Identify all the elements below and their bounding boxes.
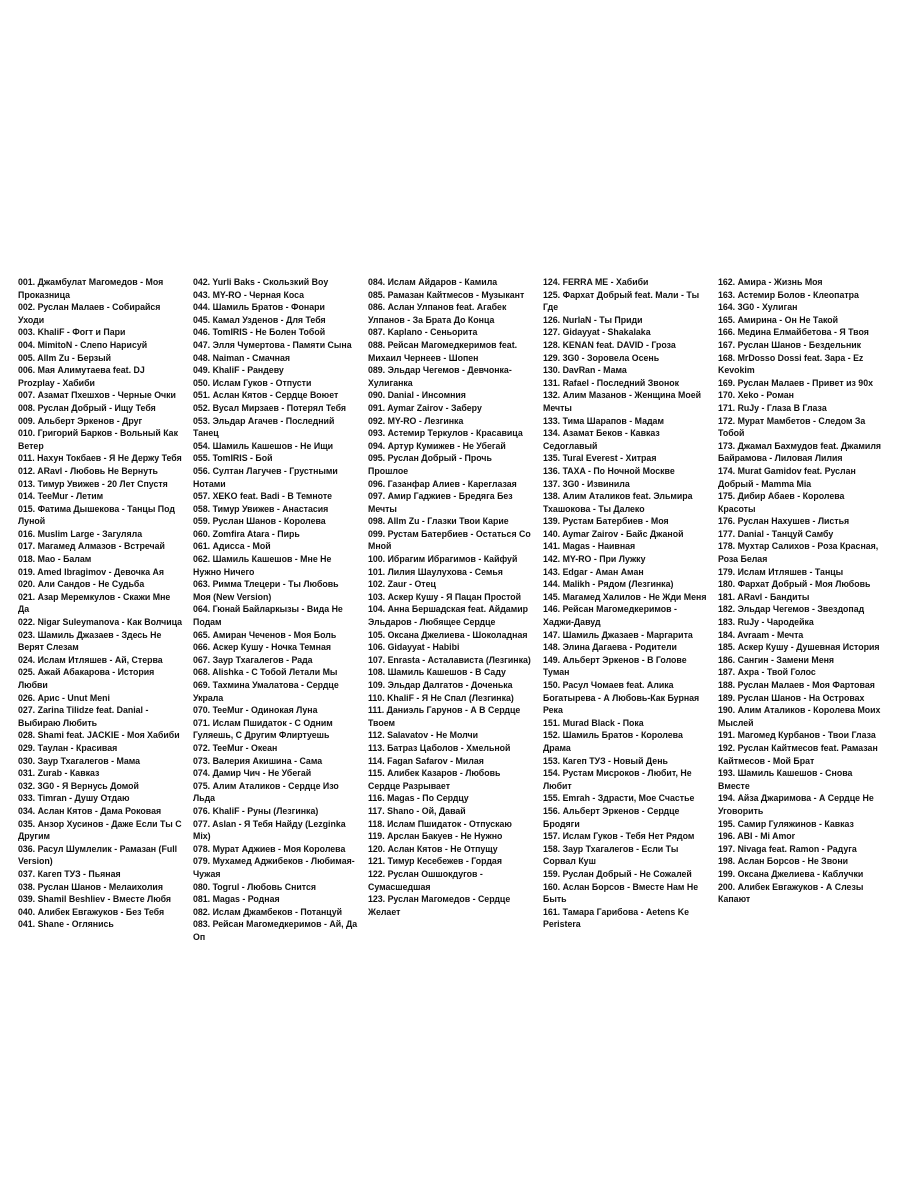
track-item: 047. Элля Чумертова - Памяти Сына: [193, 339, 352, 350]
track-item: 094. Артур Кумижев - Не Убегай: [368, 440, 506, 451]
track-item: 146. Рейсан Магомедкеримов - Хаджи-Давуд: [543, 604, 677, 628]
track-item: 179. Ислам Итляшев - Танцы: [718, 566, 844, 577]
track-item: 049. KhaliF - Рандеву: [193, 365, 284, 376]
track-item: 041. Shane - Оглянись: [18, 919, 114, 930]
track-item: 011. Нахун Токбаев - Я Не Держу Тебя: [18, 453, 182, 464]
track-item: 181. ARavl - Бандиты: [718, 591, 810, 602]
track-item: 160. Аслан Борсов - Вместе Нам Не Быть: [543, 881, 699, 905]
track-item: 125. Фархат Добрый feat. Мали - Ты Где: [543, 289, 700, 313]
track-item: 076. KhaliF - Руны (Лезгинка): [193, 805, 319, 816]
track-item: 083. Рейсан Магомедкеримов - Ай, Да Оп: [193, 919, 358, 942]
track-item: 186. Сангин - Замени Меня: [718, 654, 835, 665]
track-item: 002. Руслан Малаев - Собирайся Уходи: [18, 302, 161, 325]
track-item: 122. Руслан Ошшокдугов - Сумасшедшая: [368, 868, 483, 892]
track-item: 059. Руслан Шанов - Королева: [193, 516, 326, 527]
track-item: 118. Ислам Пшидаток - Отпускаю: [368, 818, 512, 829]
track-item: 127. Gidayyat - Shakalaka: [543, 327, 651, 338]
track-item: 145. Магамед Халилов - Не Жди Меня: [543, 591, 707, 602]
track-item: 018. Мао - Балам: [18, 554, 92, 565]
track-item: 100. Ибрагим Ибрагимов - Кайфуй: [368, 554, 518, 565]
track-item: 182. Эльдар Чегемов - Звездопад: [718, 604, 865, 615]
track-item: 197. Nivaga feat. Ramon - Радуга: [718, 843, 857, 854]
track-item: 136. TAXA - По Ночной Москве: [543, 465, 675, 476]
track-item: 046. TomIRIS - Не Болен Тобой: [193, 327, 326, 338]
track-item: 105. Оксана Джелиева - Шоколадная: [368, 629, 528, 640]
track-item: 107. Enrasta - Асталависта (Лезгинка): [368, 654, 531, 665]
track-item: 077. Aslan - Я Тебя Найду (Lezginka Mix): [193, 818, 346, 842]
track-item: 096. Газанфар Алиев - Кареглазая: [368, 478, 517, 489]
track-item: 161. Тамара Гарибова - Aetens Ke Peristera: [543, 906, 689, 930]
track-item: 093. Астемир Теркулов - Красавица: [368, 428, 523, 439]
track-item: 033. Timran - Душу Отдаю: [18, 793, 130, 804]
track-item: 012. ARavl - Любовь Не Вернуть: [18, 465, 158, 476]
track-item: 135. Tural Everest - Хитрая: [543, 453, 657, 464]
track-item: 036. Расул Шумлелик - Рамазан (Full Version): [18, 843, 178, 867]
track-item: 140. Aymar Zairov - Байс Джаной: [543, 528, 684, 539]
track-item: 133. Тима Шарапов - Мадам: [543, 415, 664, 426]
track-item: 016. Muslim Large - Загуляла: [18, 528, 143, 539]
track-item: 031. Zurab - Кавказ: [18, 768, 100, 779]
track-item: 003. KhaliF - Фогт и Пари: [18, 327, 126, 338]
track-item: 085. Рамазан Кайтмесов - Музыкант: [368, 289, 525, 300]
track-item: 019. Amed Ibragimov - Девочка Ая: [18, 566, 165, 577]
track-item: 110. KhaliF - Я Не Спал (Лезгинка): [368, 692, 514, 703]
track-item: 066. Аскер Кушу - Ночка Темная: [193, 642, 332, 653]
track-item: 044. Шамиль Братов - Фонари: [193, 302, 325, 313]
track-item: 150. Расул Чомаев feat. Алика Богатырева - А Любовь-Как Бурная Река: [543, 680, 700, 716]
track-item: 157. Ислам Гуков - Тебя Нет Рядом: [543, 831, 695, 842]
track-item: 101. Лилия Шаулухова - Семья: [368, 566, 503, 577]
track-item: 089. Эльдар Чегемов - Девчонка-Хулиганка: [368, 365, 512, 388]
track-item: 091. Aymar Zairov - Заберу: [368, 402, 482, 413]
track-item: 183. RuJy - Чародейка: [718, 617, 814, 628]
track-item: 069. Тахмина Умалатова - Сердце Украла: [193, 680, 339, 703]
track-item: 013. Тимур Увижев - 20 Лет Спустя: [18, 478, 168, 489]
track-item: 130. DavRan - Мама: [543, 365, 627, 376]
track-item: 028. Shami feat. JACKIE - Моя Хабиби: [18, 730, 180, 741]
track-item: 075. Алим Аталиков - Сердце Изо Льда: [193, 780, 339, 804]
track-item: 080. Togrul - Любовь Снится: [193, 881, 317, 892]
track-item: 134. Азамат Беков - Кавказ Седоглавый: [543, 428, 660, 451]
track-item: 113. Батраз Цаболов - Хмельной: [368, 742, 511, 753]
track-column-2: [193, 276, 358, 943]
track-item: 176. Руслан Нахушев - Листья: [718, 516, 850, 527]
track-item: 195. Самир Гуляжинов - Кавказ: [718, 818, 854, 829]
track-item: 090. Danial - Инсомния: [368, 390, 466, 401]
track-item: 008. Руслан Добрый - Ищу Тебя: [18, 402, 156, 413]
track-item: 007. Азамат Пхешхов - Черные Очки: [18, 390, 176, 401]
track-item: 184. Avraam - Мечта: [718, 629, 804, 640]
track-item: 194. Айза Джаримова - А Сердце Не Уговорить: [718, 793, 874, 816]
track-item: 015. Фатима Дышекова - Танцы Под Луной: [18, 503, 175, 527]
track-item: 190. Алим Аталиков - Королева Моих Мыслей: [718, 705, 881, 728]
track-item: 185. Аскер Кушу - Душевная История: [718, 642, 880, 653]
track-item: 017. Магамед Алмазов - Встречай: [18, 541, 165, 552]
track-item: 035. Анзор Хусинов - Даже Если Ты С Другим: [18, 818, 182, 842]
track-item: 054. Шамиль Кашешов - Не Ищи: [193, 440, 334, 451]
track-item: 021. Азар Меремкулов - Скажи Мне Да: [18, 591, 171, 615]
track-item: 163. Астемир Болов - Клеопатра: [718, 289, 859, 300]
track-item: 142. MY-RO - При Лужку: [543, 554, 646, 565]
track-item: 117. Shano - Ой, Давай: [368, 805, 466, 816]
track-item: 173. Джамал Бахмудов feat. Джамиля Байрамова - Лиловая Лилия: [718, 440, 882, 464]
track-item: 025. Ажай Абакарова - История Любви: [18, 667, 155, 690]
track-item: 180. Фархат Добрый - Моя Любовь: [718, 579, 871, 590]
track-item: 010. Григорий Барков - Вольный Как Ветер: [18, 428, 178, 451]
track-item: 097. Амир Гаджиев - Бредяга Без Мечты: [368, 491, 513, 514]
track-item: 082. Ислам Джамбеков - Потанцуй: [193, 906, 343, 917]
track-item: 147. Шамиль Джазаев - Маргарита: [543, 629, 693, 640]
track-item: 144. Malikh - Рядом (Лезгинка): [543, 579, 674, 590]
track-item: 129. 3G0 - Зоровела Осень: [543, 352, 660, 363]
track-item: 055. TomIRIS - Бой: [193, 453, 273, 464]
track-item: 188. Руслан Малаев - Моя Фартовая: [718, 680, 875, 690]
track-item: 103. Аскер Кушу - Я Пацан Простой: [368, 591, 522, 602]
track-item: 143. Edgar - Аман Аман: [543, 566, 644, 577]
track-item: 120. Аслан Кятов - Не Отпущу: [368, 843, 498, 854]
track-item: 123. Руслан Магомедов - Сердце Желает: [368, 894, 511, 917]
track-item: 109. Эльдар Далгатов - Доченька: [368, 680, 513, 690]
track-item: 037. Кагеп ТУЗ - Пьяная: [18, 868, 121, 879]
track-item: 137. 3G0 - Извинила: [543, 478, 630, 489]
track-item: 132. Алим Мазанов - Женщина Моей Мечты: [543, 390, 702, 413]
track-item: 009. Альберт Эркенов - Друг: [18, 415, 143, 426]
track-item: 102. Zaur - Отец: [368, 579, 436, 590]
track-item: 038. Руслан Шанов - Мелаихолия: [18, 881, 163, 892]
track-item: 068. Alishka - С Тобой Летали Мы: [193, 667, 338, 678]
track-item: 115. Алибек Казаров - Любовь Сердце Разрывает: [368, 768, 501, 791]
track-item: 191. Магомед Курбанов - Твои Глаза: [718, 730, 876, 741]
track-item: 081. Magas - Родная: [193, 894, 280, 905]
track-item: 057. XEKO feat. Badi - В Темноте: [193, 491, 333, 502]
track-item: 039. Shamil Beshliev - Вместе Любя: [18, 894, 172, 905]
track-item: 189. Руслан Шанов - На Островах: [718, 692, 865, 703]
track-item: 156. Альберт Эркенов - Сердце Бродяги: [543, 805, 680, 829]
track-item: 151. Murad Black - Пока: [543, 717, 644, 728]
track-item: 060. Zomfira Atara - Пирь: [193, 528, 300, 539]
track-item: 170. Xeko - Роман: [718, 390, 794, 401]
track-item: 026. Арис - Unut Meni: [18, 692, 110, 703]
track-item: 040. Алибек Евгажуков - Без Тебя: [18, 906, 165, 917]
track-item: 148. Элина Дагаева - Родители: [543, 642, 677, 653]
track-item: 087. Kaplano - Сеньорита: [368, 327, 478, 338]
track-item: 177. Danial - Танцуй Самбу: [718, 528, 834, 539]
track-item: 056. Султан Лагучев - Грустными Нотами: [193, 465, 338, 489]
track-item: 098. Allm Zu - Глазки Твои Карие: [368, 516, 509, 527]
track-item: 114. Fagan Safarov - Милая: [368, 755, 484, 766]
track-item: 053. Эльдар Агачев - Последний Танец: [193, 415, 335, 439]
track-item: 042. Yurli Baks - Скользкий Boy: [193, 277, 329, 287]
track-column-5: [718, 276, 883, 943]
track-item: 034. Аслан Кятов - Дама Роковая: [18, 805, 162, 816]
track-item: 005. Allm Zu - Берзый: [18, 352, 112, 363]
track-item: 032. 3G0 - Я Вернусь Домой: [18, 780, 139, 791]
tracklist: [18, 276, 884, 943]
track-item: 152. Шамиль Братов - Королева Драма: [543, 730, 683, 753]
track-item: 178. Мухтар Салихов - Роза Красная, Роза Белая: [718, 541, 879, 565]
track-item: 014. TeeMur - Летим: [18, 491, 104, 502]
track-item: 153. Кагеп ТУЗ - Новый День: [543, 755, 668, 766]
track-item: 051. Аслан Кятов - Сердце Воюет: [193, 390, 339, 401]
track-item: 128. KENAN feat. DAVID - Гроза: [543, 339, 676, 350]
track-item: 198. Аслан Борсов - Не Звони: [718, 856, 849, 867]
track-item: 079. Мухамед Аджибеков - Любимая-Чужая: [193, 856, 355, 879]
track-item: 141. Magas - Наивная: [543, 541, 636, 552]
track-item: 022. Nigar Suleymanova - Как Волчица: [18, 617, 183, 628]
track-item: 116. Magas - По Сердцу: [368, 793, 469, 804]
track-item: 062. Шамиль Кашешов - Мне Не Нужно Ничего: [193, 554, 332, 577]
track-item: 088. Рейсан Магомедкеримов feat. Михаил Чернеев - Шопен: [368, 339, 518, 363]
track-item: 167. Руслан Шанов - Бездельник: [718, 339, 862, 350]
track-item: 092. MY-RO - Лезгинка: [368, 415, 464, 426]
track-item: 027. Zarina Tilidze feat. Danial - Выбираю Любить: [18, 705, 149, 728]
track-item: 139. Рустам Батербиев - Моя: [543, 516, 669, 527]
track-item: 073. Валерия Акишина - Сама: [193, 755, 323, 766]
track-item: 070. TeeMur - Одинокая Луна: [193, 705, 318, 716]
track-column-3: [368, 276, 533, 943]
track-item: 099. Рустам Батербиев - Остаться Со Мной: [368, 528, 531, 552]
track-item: 166. Медина Елмайбетова - Я Твоя: [718, 327, 869, 338]
track-item: 162. Амира - Жизнь Моя: [718, 277, 823, 287]
track-item: 192. Руслан Кайтмесов feat. Рамазан Кайтмесов - Мой Брат: [718, 742, 878, 766]
track-item: 155. Emrah - Здрасти, Мое Счастье: [543, 793, 695, 804]
track-item: 064. Гюнай Байларкызы - Вида Не Подам: [193, 604, 343, 628]
track-item: 048. Naiman - Смачная: [193, 352, 291, 363]
track-item: 071. Ислам Пшидаток - С Одним Гуляешь, С Другим Флиртуешь: [193, 717, 333, 741]
track-item: 065. Амиран Чеченов - Моя Боль: [193, 629, 337, 640]
track-item: 029. Таулан - Красивая: [18, 742, 118, 753]
track-item: 001. Джамбулат Магомедов - Моя Проказница: [18, 277, 164, 300]
track-item: 004. MimitoN - Слепо Нарисуй: [18, 339, 148, 350]
track-item: 086. Аслан Улпанов feat. Агабек Улпанов - За Брата До Конца: [368, 302, 507, 325]
track-item: 043. MY-RO - Черная Коса: [193, 289, 304, 300]
track-item: 196. ABI - Mi Amor: [718, 831, 796, 842]
track-item: 124. FERRA ME - Хабиби: [543, 277, 649, 287]
track-item: 078. Мурат Аджиев - Моя Королева: [193, 843, 346, 854]
track-item: 074. Дамир Чич - Не Убегай: [193, 768, 312, 779]
track-item: 159. Руслан Добрый - Не Сожалей: [543, 868, 692, 879]
track-item: 045. Камал Узденов - Для Тебя: [193, 314, 326, 325]
track-item: 164. 3G0 - Хулиган: [718, 302, 798, 313]
track-item: 154. Рустам Мисроков - Любит, Не Любит: [543, 768, 692, 791]
track-item: 165. Амирина - Он Не Такой: [718, 314, 839, 325]
track-item: 111. Даниэль Гарунов - А В Сердце Твоем: [368, 705, 521, 728]
track-item: 050. Ислам Гуков - Отпусти: [193, 377, 312, 388]
track-item: 006. Мая Алимутаева feat. DJ Prozplay - Хабиби: [18, 365, 145, 388]
track-item: 084. Ислам Айдаров - Камила: [368, 277, 498, 287]
track-item: 200. Алибек Евгажуков - А Слезы Капают: [718, 881, 864, 905]
track-item: 112. Salavatov - Не Молчи: [368, 730, 479, 741]
track-item: 121. Тимур Кесебежев - Гордая: [368, 856, 502, 867]
track-item: 063. Римма Тлецери - Ты Любовь Моя (New Version): [193, 579, 339, 602]
track-item: 169. Руслан Малаев - Привет из 90х: [718, 377, 873, 388]
track-item: 131. Rafael - Последний Звонок: [543, 377, 680, 388]
track-item: 187. Ахра - Твой Голос: [718, 667, 816, 678]
track-item: 199. Оксана Джелиева - Каблучки: [718, 868, 864, 879]
track-item: 108. Шамиль Кашешов - В Саду: [368, 667, 506, 678]
track-item: 171. RuJy - Глаза В Глаза: [718, 402, 827, 413]
track-column-1: [18, 276, 183, 943]
track-item: 072. TeeMur - Океан: [193, 742, 278, 753]
track-item: 149. Альберт Эркенов - В Голове Туман: [543, 654, 687, 678]
track-item: 052. Вусал Мирзаев - Потерял Тебя: [193, 402, 347, 413]
track-item: 126. NurlaN - Ты Приди: [543, 314, 643, 325]
track-item: 104. Анна Бершадская feat. Айдамир Эльдаров - Любящее Сердце: [368, 604, 528, 628]
track-item: 193. Шамиль Кашешов - Снова Вместе: [718, 768, 853, 791]
track-item: 024. Ислам Итляшев - Ай, Стерва: [18, 654, 163, 665]
track-item: 172. Мурат Мамбетов - Следом За Тобой: [718, 415, 866, 439]
track-item: 030. Заур Тхагалегов - Мама: [18, 755, 141, 766]
track-item: 095. Руслан Добрый - Прочь Прошлое: [368, 453, 492, 476]
track-item: 158. Заур Тхагалегов - Если Ты Сорвал Куш: [543, 843, 679, 867]
track-item: 061. Адисса - Мой: [193, 541, 271, 552]
track-item: 175. Дибир Абаев - Королева Красоты: [718, 491, 845, 514]
track-item: 174. Murat Gamidov feat. Руслан Добрый - Mamma Mia: [718, 465, 856, 489]
track-item: 106. Gidayyat - Habibi: [368, 642, 460, 653]
track-item: 023. Шамиль Джазаев - Здесь Не Верят Слезам: [18, 629, 162, 653]
track-item: 168. MrDosso Dossi feat. Зара - Ez Kevokim: [718, 352, 864, 376]
track-item: 020. Али Сандов - Не Судьба: [18, 579, 145, 590]
track-column-4: [543, 276, 708, 943]
track-item: 058. Тимур Увижев - Анастасия: [193, 503, 329, 514]
track-item: 138. Алим Аталиков feat. Эльмира Тхашокова - Ты Далеко: [543, 491, 693, 514]
track-item: 067. Заур Тхагалегов - Рада: [193, 654, 313, 665]
track-item: 119. Арслан Бакуев - Не Нужно: [368, 831, 503, 842]
